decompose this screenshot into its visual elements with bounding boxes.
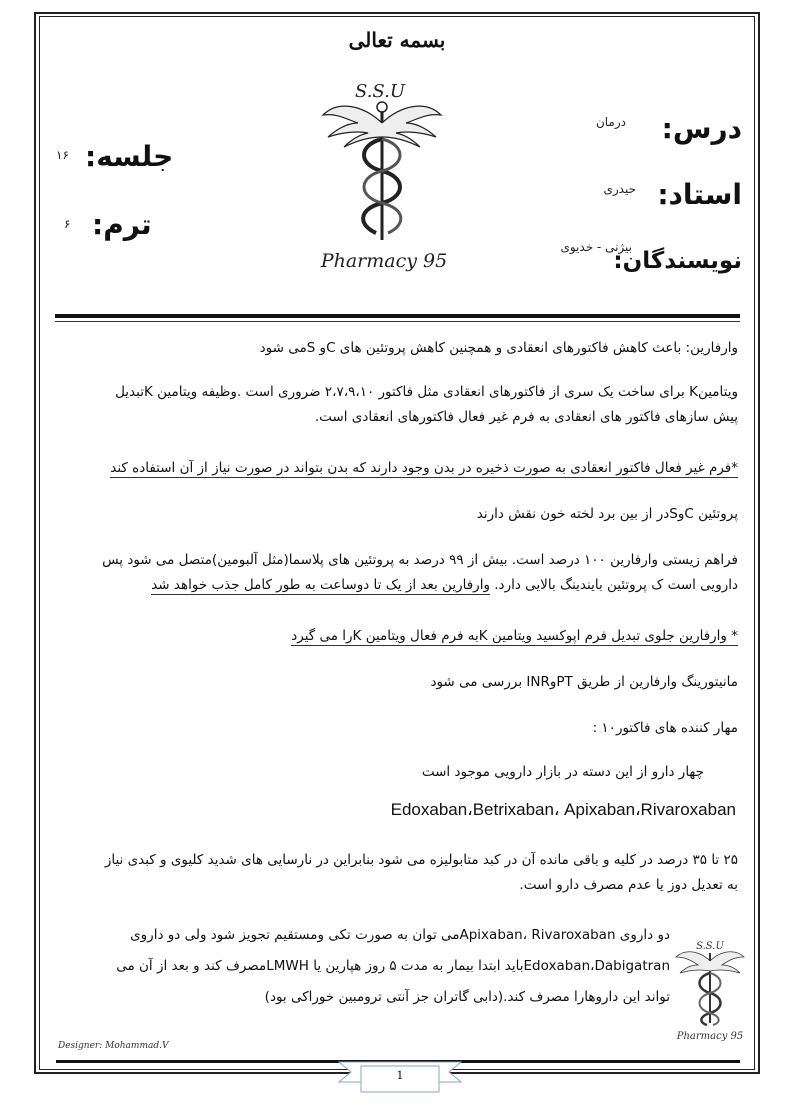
teacher-value: حیدری [603,182,636,196]
header-divider [55,314,740,318]
paragraph-warfarin-effect [70,336,738,361]
paragraph-line: ویتامینK برای ساخت یک سری از فاکتورهای انعقادی مثل فاکتور ۲،۷،۹،۱۰ ضروری است .وظیفه ویتامین Kتبدیل [115,384,738,400]
session-value: ۱۶ [56,148,69,162]
paragraph-line: به تعدیل دوز یا عدم مصرف دارو است. [519,877,738,893]
paragraph-metabolism [70,848,738,898]
term-field [92,208,152,241]
drug-list: Edoxaban،Betrixaban، Apixaban،Rivaroxaban [390,800,736,819]
term-label: ترم: [92,208,152,241]
paragraph-text: مهار کننده های فاکتور۱۰ : [592,720,738,736]
designer-credit: Designer: Mohammad.V [58,1041,169,1051]
paragraph-factor-x-heading [70,716,738,741]
underlined-absorption: وارفارین بعد از یک تا دوساعت به طور کامل جذب خواهد شد [151,577,490,593]
course-label: درس: [661,112,742,145]
logo-bottom-text: Pharmacy 95 [320,250,448,272]
authors-value: بیژنی - خدیوی [560,240,632,254]
course-field [662,112,742,145]
paragraph-text: وارفارین: باعث کاهش فاکتورهای انعقادی و همچنین کاهش پروتئین های Cو Sمی شود [259,340,738,356]
note-logo-bottom-text: Pharmacy 95 [676,1031,744,1042]
authors-label: نویسندگان: [613,248,742,274]
paragraph-text: مانیتورینگ وارفارین از طریق PTوINR بررسی می شود [430,674,738,690]
paragraph-epoxide-note [70,624,738,649]
page-header-title: بسمه تعالی [348,28,446,52]
paragraph-line: پیش سازهای فاکتور های انعقادی به فرم غیر فعال فاکتورهای انعقادی است. [314,409,738,425]
caduceus-icon [318,75,458,275]
paragraph-text: چهار دارو از این دسته در بازار دارویی موجود است [421,764,704,780]
note-line: تواند این داروهارا مصرف کند.(دابی گاتران جز آنتی ترومبین خوراکی بود) [264,989,670,1005]
page-number-tab [331,1056,469,1096]
paragraph-text: پروتئین CوSدر از بین برد لخته خون نقش دارند [476,506,738,522]
course-value: درمان [595,115,626,129]
paragraph-monitoring [70,670,738,695]
term-value: ۶ [64,217,71,231]
page-number: 1 [396,1069,404,1082]
note-line: دو داروی Apixaban، Rivaroxabanمی توان به صورت تکی ومستقیم تجویز شود ولی دو داروی [130,927,670,943]
note-logo-top-text: S.S.U [696,941,724,952]
logo-top-text: S.S.U [355,81,405,102]
paragraph-line: فراهم زیستی وارفارین ۱۰۰ درصد است. بیش از ۹۹ درصد به پروتئین های پلاسما(مثل آلبومین)متصل می شود پس [102,552,738,568]
paragraph-four-drugs [98,760,738,785]
underlined-note: * وارفارین جلوی تبدیل فرم اپوکسید ویتامین Kبه فرم فعال ویتامین Kرا می گیرد [291,628,738,644]
note-line: Edoxaban،Dabigatranباید ابتدا بیمار به مدت ۵ روز هپارین یا LMWHمصرف کند و بعد از آن می [116,958,670,974]
session-field [85,140,173,173]
paragraph-inactive-form-note [70,456,738,481]
note-caduceus-logo [674,935,746,1045]
paragraph-bioavailability [70,548,738,598]
paragraph-protein-cs [70,502,738,527]
paragraph-vitamin-k [70,380,738,430]
caduceus-icon [674,935,746,1045]
session-label: جلسه: [85,140,174,173]
note-block [70,920,670,1013]
authors-field [613,248,742,274]
teacher-field [657,178,742,211]
paragraph-line: ۲۵ تا ۳۵ درصد در کلیه و باقی مانده آن در کبد متابولیزه می شود بنابراین در نارسایی های شدید کلیوی و کبدی نیاز [104,852,738,868]
paragraph-line: دارویی است ک پروتئین بایندینگ بالایی دارد. [489,577,738,593]
teacher-label: استاد: [657,178,742,211]
underlined-note: *فرم غیر فعال فاکتور انعقادی به صورت ذخیره در بدن وجود دارند که بدن بتواند در صورت نیاز از آن استفاده کند [110,460,738,476]
caduceus-logo [318,75,458,275]
header-divider-thin [55,321,740,322]
